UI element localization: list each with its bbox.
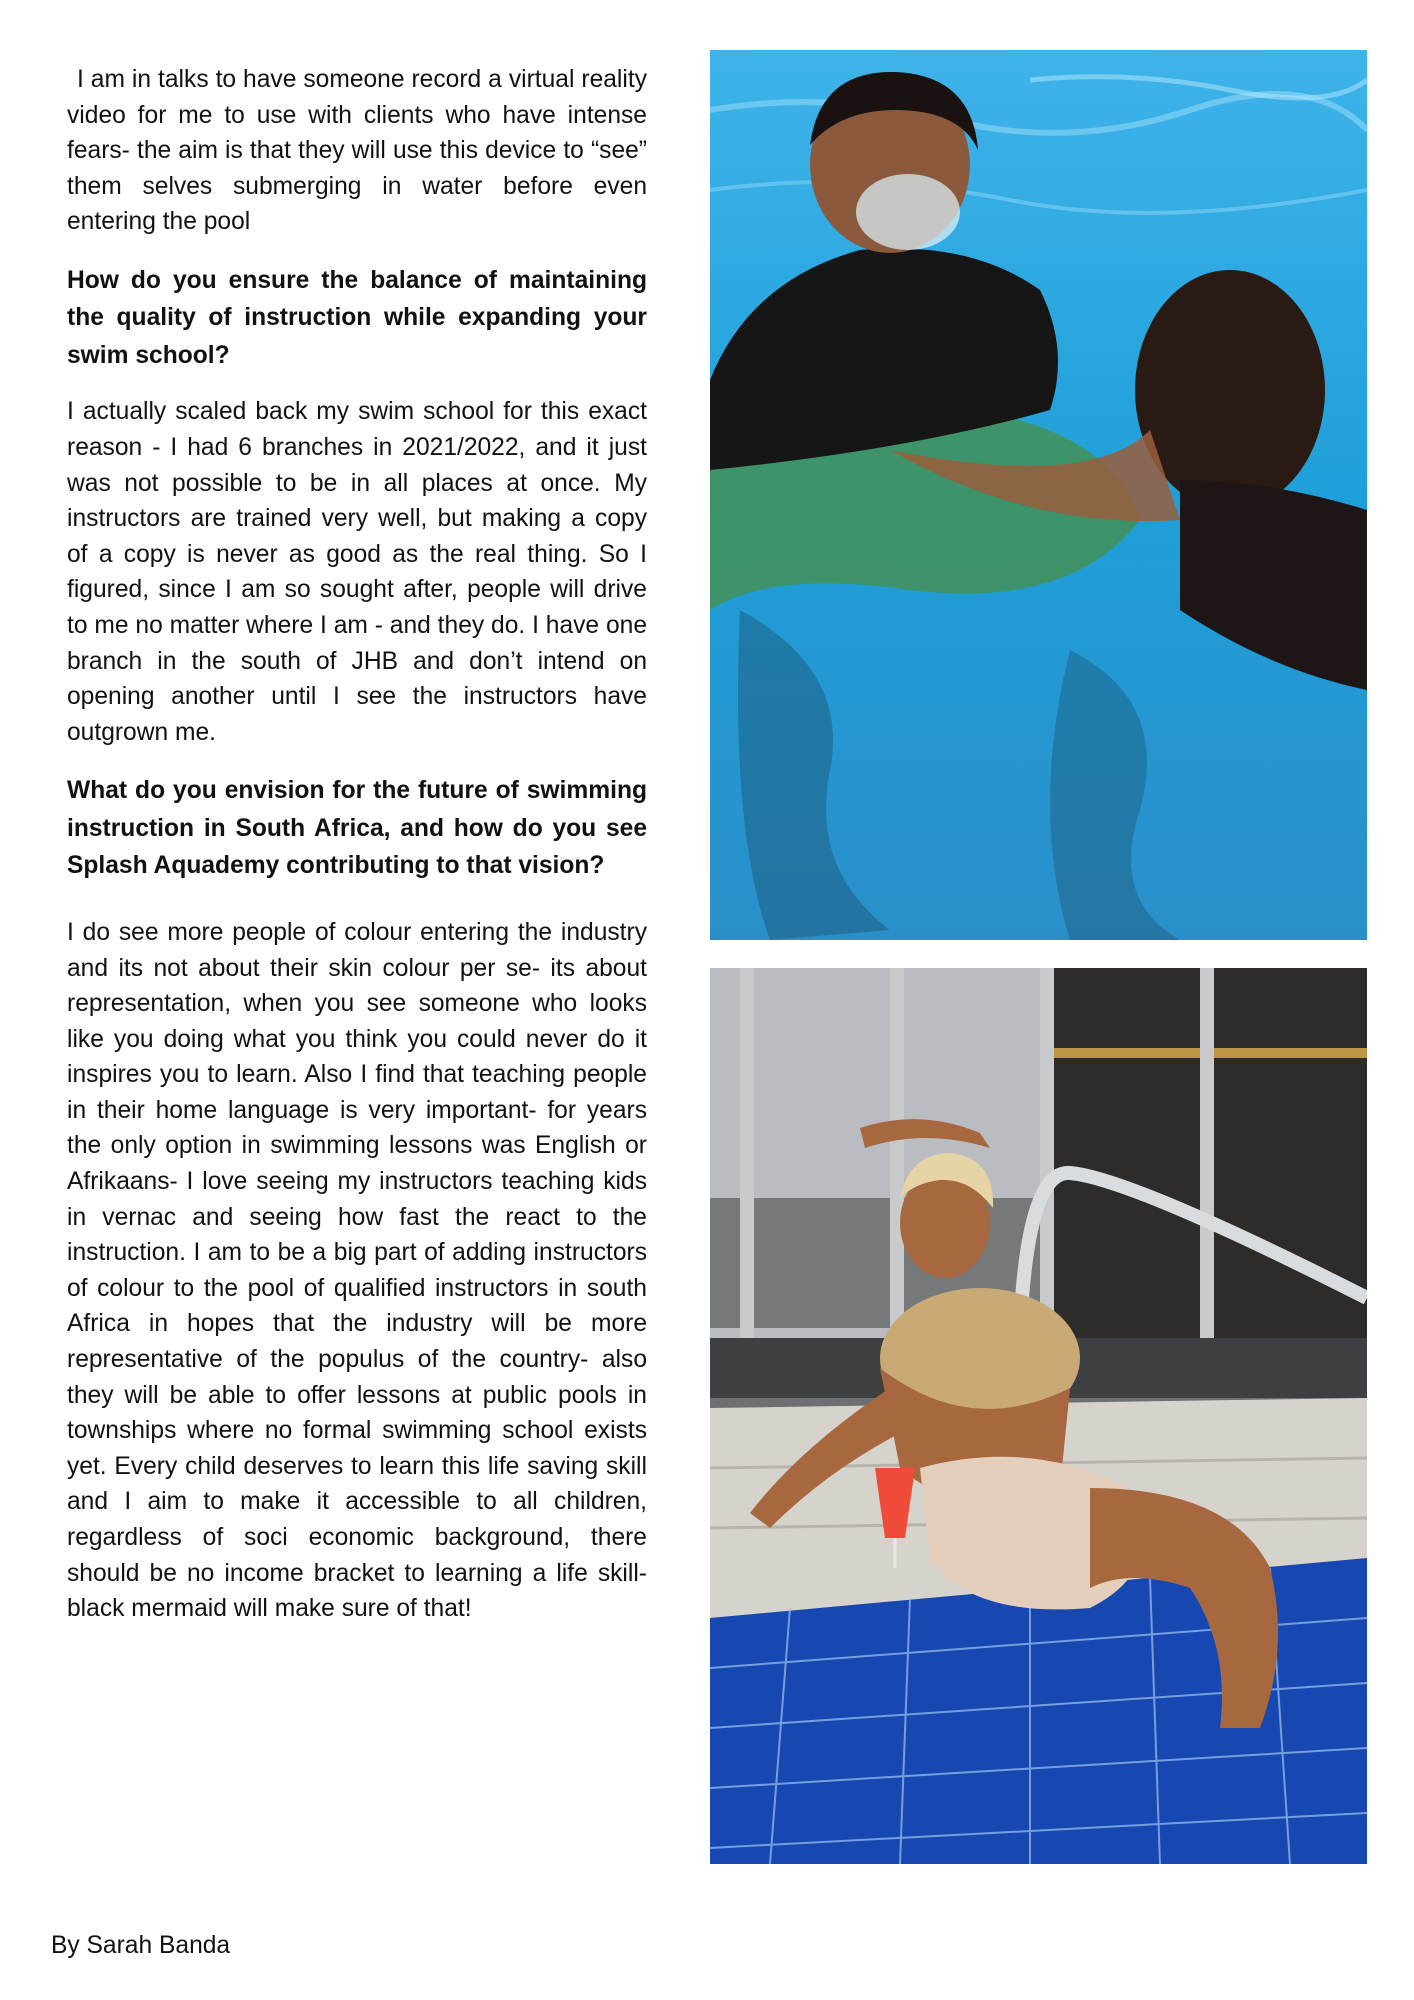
answer-future: I do see more people of colour entering the industry and its not about their skin colour per se- its about representation, when you see someone who looks like you doing what you think you could never do it inspires you to learn. Also I find that teaching people in their home language is very important- for years the only option in swimming lessons was English or Afrikaans- I love seeing my instructors teaching kids in vernac and seeing how fast the react to the instruction. I am to be a big part of adding instructors of colour to the pool of qualified instructors in south Africa in hopes that the industry will be more representative of the populus of the country- also they will be able to offer lessons at public pools in townships where no formal swimming school exists yet. Every child deserves to learn this life saving skill and I aim to make it accessible to all children, regardless of soci economic background, there should be no income bracket to learning a life skill- black mermaid will make sure of that! [67, 918, 647, 1623]
question-future: What do you envision for the future of swimming instruction in South Africa, and how do you see Splash Aquademy contributing to that vision? [67, 777, 647, 880]
answer-quality: I actually scaled back my swim school for this exact reason - I had 6 branches in 2021/2022, and it just was not possible to be in all places at once. My instructors are trained very well, but making a copy of a copy is never as good as the real thing. So I figured, since I am so sought after, people will drive to me no matter where I am - and they do. I have one branch in the south of JHB and don’t intend on opening another until I see the instructors have outgrown me. [67, 398, 647, 746]
byline: By Sarah Banda [51, 1932, 231, 1959]
article-column [67, 62, 647, 1649]
poolside-portrait-photo [710, 968, 1367, 1864]
question-quality: How do you ensure the balance of maintaining the quality of instruction while expanding your swim school? [67, 266, 647, 369]
intro-paragraph: I am in talks to have someone record a virtual reality video for me to use with clients who have intense fears- the aim is that they will use this device to “see” them selves submerging in water before even entering the pool [67, 66, 647, 236]
swim-lesson-photo [710, 50, 1367, 940]
